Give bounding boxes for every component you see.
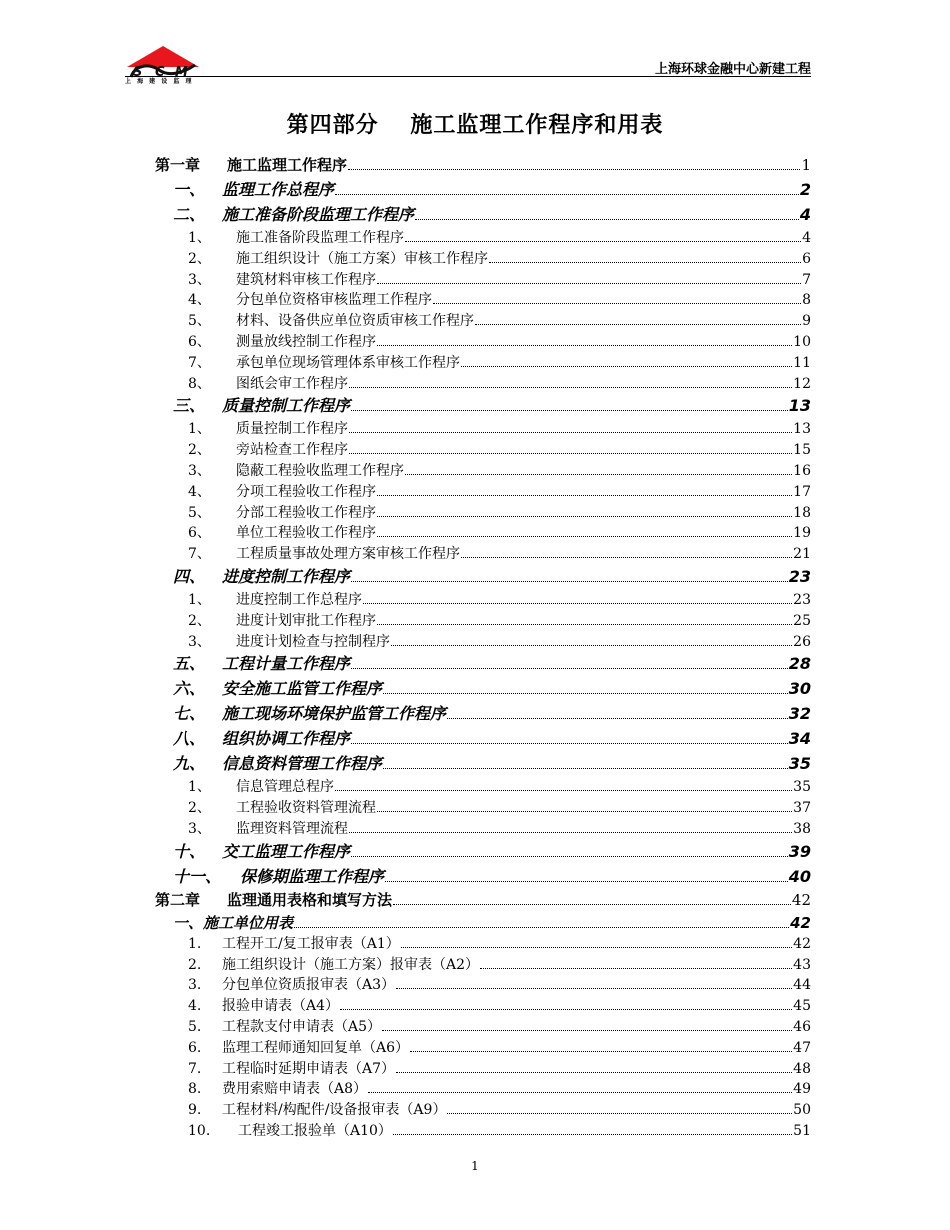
page-number: 1 xyxy=(471,1159,479,1173)
toc-leader-dots xyxy=(377,617,792,625)
toc-entry-page: 1 xyxy=(801,156,811,174)
toc-entry-number: 8、 xyxy=(188,375,211,392)
toc-entry-number: 4、 xyxy=(188,483,211,500)
toc-entry[interactable] xyxy=(155,933,811,954)
toc-entry-title: 质量控制工作程序 xyxy=(222,396,351,416)
toc-entry-title: 质量控制工作程序 xyxy=(236,421,348,438)
toc-entry-page: 40 xyxy=(788,866,811,886)
toc-entry[interactable] xyxy=(155,202,811,227)
toc-entry[interactable] xyxy=(155,589,811,610)
toc-entry-page: 7 xyxy=(802,271,811,288)
toc-entry-number: 9. xyxy=(188,1102,202,1119)
toc-entry-page: 4 xyxy=(802,230,811,246)
toc-entry-title: 安全施工监管工作程序 xyxy=(222,679,383,699)
toc-entry[interactable] xyxy=(155,889,811,912)
toc-leader-dots xyxy=(294,919,789,928)
toc-entry-title: 旁站检查工作程序 xyxy=(236,442,348,459)
toc-entry[interactable] xyxy=(155,818,811,839)
toc-entry-page: 42 xyxy=(791,890,811,909)
toc-entry-page: 13 xyxy=(793,421,811,438)
toc-entry-title: 施工准备阶段监理工作程序 xyxy=(222,205,415,224)
toc-entry[interactable] xyxy=(155,1099,811,1120)
toc-entry-page: 46 xyxy=(793,1018,811,1035)
toc-leader-dots xyxy=(377,338,792,346)
svg-text:M: M xyxy=(175,65,188,79)
toc-entry-page: 35 xyxy=(793,779,811,796)
toc-entry-number: 五、 xyxy=(173,654,206,674)
toc-entry-title: 工程开工/复工报审表（A1） xyxy=(222,935,400,952)
toc-entry-number: 7、 xyxy=(188,354,211,371)
toc-entry-number: 4. xyxy=(188,998,202,1015)
toc-entry-page: 11 xyxy=(793,354,811,371)
toc-entry-title: 施工准备阶段监理工作程序 xyxy=(236,230,404,246)
toc-leader-dots xyxy=(349,825,792,833)
toc-entry-title: 测量放线控制工作程序 xyxy=(236,333,376,350)
toc-entry-number: 一、 xyxy=(173,180,206,199)
toc-entry[interactable] xyxy=(155,393,811,418)
toc-entry-title: 监理通用表格和填写方法 xyxy=(227,890,393,909)
toc-entry-number: 1. xyxy=(188,935,202,952)
toc-entry-title: 工程验收资料管理流程 xyxy=(236,800,376,817)
toc-leader-dots xyxy=(401,940,792,948)
toc-leader-dots xyxy=(475,317,801,325)
toc-entry[interactable] xyxy=(155,1078,811,1099)
toc-entry-page: 18 xyxy=(793,504,811,521)
toc-entry-number: 1、 xyxy=(188,779,211,796)
toc-entry-title: 工程款支付申请表（A5） xyxy=(222,1018,382,1035)
toc-entry-page: 34 xyxy=(788,729,811,749)
toc-entry-page: 9 xyxy=(802,313,811,330)
toc-leader-dots xyxy=(349,446,792,454)
toc-entry-number: 6、 xyxy=(188,333,211,350)
toc-entry-number: 第二章 xyxy=(155,890,201,909)
toc-entry[interactable] xyxy=(155,352,811,373)
toc-entry-page: 19 xyxy=(793,525,811,542)
toc-entry-title: 工程临时延期申请表（A7） xyxy=(222,1060,396,1077)
toc-entry-page: 8 xyxy=(802,292,811,309)
toc-leader-dots xyxy=(351,848,788,857)
toc-entry-number: 2、 xyxy=(188,612,211,629)
toc-entry[interactable] xyxy=(155,776,811,797)
toc-leader-dots xyxy=(351,573,788,582)
toc-leader-dots xyxy=(447,710,788,719)
toc-entry-page: 6 xyxy=(802,250,811,267)
toc-entry-title: 施工现场环境保护监管工作程序 xyxy=(222,704,447,724)
toc-entry-number: 5. xyxy=(188,1018,202,1035)
toc-entry[interactable] xyxy=(155,439,811,460)
toc-entry-title: 进度计划检查与控制程序 xyxy=(236,633,390,650)
toc-entry-number: 1、 xyxy=(188,230,211,246)
toc-leader-dots xyxy=(335,783,792,791)
toc-entry-title: 工程材料/构配件/设备报审表（A9） xyxy=(222,1102,447,1119)
toc-entry-number: 3. xyxy=(188,977,202,994)
toc-leader-dots xyxy=(377,488,792,496)
toc-entry-page: 23 xyxy=(788,566,811,586)
toc-leader-dots xyxy=(396,1065,792,1073)
toc-entry-number: 三、 xyxy=(173,396,206,416)
toc-entry[interactable] xyxy=(155,610,811,631)
toc-entry[interactable] xyxy=(155,726,811,751)
toc-entry[interactable] xyxy=(155,797,811,818)
toc-entry-page: 12 xyxy=(793,375,811,392)
toc-entry[interactable] xyxy=(155,974,811,995)
toc-entry-number: 二、 xyxy=(173,205,206,224)
toc-leader-dots xyxy=(348,162,800,171)
toc-entry-title: 进度控制工作程序 xyxy=(222,566,351,586)
toc-leader-dots xyxy=(340,1002,792,1010)
toc-entry-title: 分项工程验收工作程序 xyxy=(236,483,376,500)
toc-entry-number: 一、 xyxy=(173,913,204,932)
toc-leader-dots xyxy=(351,660,788,669)
toc-entry-number: 1、 xyxy=(188,421,211,438)
toc-entry-number: 6、 xyxy=(188,525,211,542)
toc-entry-page: 42 xyxy=(790,913,811,932)
toc-leader-dots xyxy=(433,296,801,304)
toc-leader-dots xyxy=(363,596,792,604)
toc-leader-dots xyxy=(377,509,792,517)
toc-entry[interactable] xyxy=(155,564,811,589)
toc-entry-number: 八、 xyxy=(173,729,206,749)
toc-entry-title: 进度控制工作总程序 xyxy=(236,591,362,608)
table-of-contents xyxy=(155,154,811,1141)
toc-entry-page: 21 xyxy=(793,546,811,563)
toc-entry-title: 材料、设备供应单位资质审核工作程序 xyxy=(236,313,474,330)
toc-leader-dots xyxy=(382,1023,792,1031)
toc-leader-dots xyxy=(377,276,801,284)
toc-entry-title: 监理工作总程序 xyxy=(222,180,335,199)
page-header xyxy=(125,40,811,88)
toc-leader-dots xyxy=(461,359,792,367)
toc-entry-number: 4、 xyxy=(188,292,211,309)
toc-entry[interactable] xyxy=(155,651,811,676)
toc-entry-page: 23 xyxy=(793,591,811,608)
toc-entry-title: 信息管理总程序 xyxy=(236,779,334,796)
toc-entry-title: 组织协调工作程序 xyxy=(222,729,351,749)
toc-entry-page: 28 xyxy=(788,654,811,674)
toc-entry-page: 16 xyxy=(793,462,811,479)
toc-entry-number: 十、 xyxy=(173,841,206,861)
toc-entry-page: 45 xyxy=(793,998,811,1015)
toc-entry-page: 51 xyxy=(793,1122,811,1139)
toc-leader-dots xyxy=(396,981,792,989)
toc-leader-dots xyxy=(349,425,792,433)
svg-text:C: C xyxy=(155,65,165,79)
toc-entry-page: 30 xyxy=(788,679,811,699)
project-title: 上海环球金融中心新建工程 xyxy=(654,62,811,77)
toc-entry-title: 图纸会审工作程序 xyxy=(236,375,348,392)
toc-entry[interactable] xyxy=(155,1058,811,1079)
toc-entry-title: 监理工程师通知回复单（A6） xyxy=(222,1039,410,1056)
toc-entry-title: 报验申请表（A4） xyxy=(222,998,340,1015)
toc-entry[interactable] xyxy=(155,418,811,439)
toc-entry[interactable] xyxy=(155,751,811,776)
toc-leader-dots xyxy=(405,234,801,242)
toc-entry-page: 50 xyxy=(793,1102,811,1119)
toc-leader-dots xyxy=(349,380,792,388)
toc-entry[interactable] xyxy=(155,331,811,352)
toc-entry-number: 6. xyxy=(188,1039,202,1056)
toc-leader-dots xyxy=(368,1085,792,1093)
toc-entry-title: 工程计量工作程序 xyxy=(222,654,351,674)
toc-entry-title: 施工组织设计（施工方案）审核工作程序 xyxy=(236,250,488,267)
toc-leader-dots xyxy=(351,402,788,411)
toc-entry-page: 47 xyxy=(793,1039,811,1056)
toc-entry-page: 44 xyxy=(793,977,811,994)
toc-entry-number: 5、 xyxy=(188,313,211,330)
toc-entry-page: 42 xyxy=(793,935,811,952)
toc-entry-number: 十一、 xyxy=(173,866,222,886)
toc-entry[interactable] xyxy=(155,676,811,701)
toc-entry-title: 承包单位现场管理体系审核工作程序 xyxy=(236,354,460,371)
toc-entry[interactable] xyxy=(155,864,811,889)
toc-entry-number: 六、 xyxy=(173,679,206,699)
toc-entry-title: 信息资料管理工作程序 xyxy=(222,754,383,774)
toc-entry-number: 3、 xyxy=(188,462,211,479)
toc-entry-number: 3、 xyxy=(188,633,211,650)
toc-entry-number: 九、 xyxy=(173,754,206,774)
toc-leader-dots xyxy=(480,961,792,969)
toc-entry-number: 3、 xyxy=(188,271,211,288)
svg-text:S: S xyxy=(133,65,143,79)
toc-entry-page: 4 xyxy=(799,205,811,224)
toc-leader-dots xyxy=(461,550,792,558)
toc-leader-dots xyxy=(415,211,799,220)
toc-entry-title: 交工监理工作程序 xyxy=(222,841,351,861)
toc-entry-page: 10 xyxy=(793,333,811,350)
toc-entry-page: 13 xyxy=(788,396,811,416)
toc-entry[interactable] xyxy=(155,522,811,543)
toc-entry-page: 25 xyxy=(793,612,811,629)
toc-entry-title: 进度计划审批工作程序 xyxy=(236,612,376,629)
toc-entry[interactable] xyxy=(155,310,811,331)
toc-entry[interactable] xyxy=(155,373,811,394)
toc-entry-number: 2、 xyxy=(188,442,211,459)
toc-entry-page: 15 xyxy=(793,442,811,459)
toc-entry-number: 七、 xyxy=(173,704,206,724)
toc-entry[interactable] xyxy=(155,1120,811,1141)
toc-entry[interactable] xyxy=(155,269,811,290)
toc-entry[interactable] xyxy=(155,248,811,269)
toc-entry-title: 监理资料管理流程 xyxy=(236,820,348,837)
toc-entry[interactable] xyxy=(155,954,811,975)
toc-entry-title: 隐蔽工程验收监理工作程序 xyxy=(236,462,404,479)
toc-entry-page: 2 xyxy=(799,180,811,199)
toc-entry-number: 2、 xyxy=(188,800,211,817)
toc-entry[interactable] xyxy=(155,1037,811,1058)
toc-entry[interactable] xyxy=(155,839,811,864)
toc-leader-dots xyxy=(489,255,801,263)
toc-entry[interactable] xyxy=(155,543,811,564)
toc-entry-page: 43 xyxy=(793,956,811,973)
toc-entry-title: 施工单位用表 xyxy=(203,913,294,932)
toc-entry-number: 8. xyxy=(188,1081,202,1098)
toc-entry[interactable] xyxy=(155,154,811,177)
toc-leader-dots xyxy=(393,1127,792,1135)
toc-entry-number: 7、 xyxy=(188,546,211,563)
toc-entry-page: 37 xyxy=(793,800,811,817)
toc-entry[interactable] xyxy=(155,481,811,502)
toc-leader-dots xyxy=(393,896,791,905)
toc-leader-dots xyxy=(351,735,788,744)
toc-leader-dots xyxy=(383,685,788,694)
toc-leader-dots xyxy=(385,873,788,882)
toc-entry[interactable] xyxy=(155,995,811,1016)
toc-entry-title: 单位工程验收工作程序 xyxy=(236,525,376,542)
toc-entry[interactable] xyxy=(155,1016,811,1037)
toc-leader-dots xyxy=(377,529,792,537)
toc-entry-title: 施工监理工作程序 xyxy=(227,156,348,174)
toc-entry-title: 分包单位资质报审表（A3） xyxy=(222,977,396,994)
toc-entry-page: 48 xyxy=(793,1060,811,1077)
toc-entry[interactable] xyxy=(155,502,811,523)
toc-entry[interactable] xyxy=(155,912,811,933)
toc-entry-number: 7. xyxy=(188,1060,202,1077)
toc-entry[interactable] xyxy=(155,177,811,202)
toc-entry-title: 建筑材料审核工作程序 xyxy=(236,271,376,288)
toc-entry-number: 1、 xyxy=(188,591,211,608)
toc-entry-title: 分部工程验收工作程序 xyxy=(236,504,376,521)
logo-text: 上 海 建 设 监 理 xyxy=(125,78,194,85)
toc-entry-page: 17 xyxy=(793,483,811,500)
toc-entry-title: 工程竣工报验单（A10） xyxy=(238,1122,392,1139)
header-divider xyxy=(125,76,811,77)
toc-entry[interactable] xyxy=(155,701,811,726)
toc-entry-title: 保修期监理工作程序 xyxy=(240,866,385,886)
toc-entry-page: 32 xyxy=(788,704,811,724)
toc-entry-number: 2. xyxy=(188,956,202,973)
toc-entry-number: 2、 xyxy=(188,250,211,267)
toc-entry-page: 38 xyxy=(793,820,811,837)
toc-leader-dots xyxy=(335,186,799,195)
toc-leader-dots xyxy=(383,760,788,769)
toc-entry[interactable] xyxy=(155,460,811,481)
toc-entry-title: 费用索赔申请表（A8） xyxy=(222,1081,368,1098)
toc-entry[interactable] xyxy=(155,227,811,248)
toc-leader-dots xyxy=(405,467,792,475)
toc-entry-page: 49 xyxy=(793,1081,811,1098)
toc-entry-number: 3、 xyxy=(188,820,211,837)
toc-entry-number: 5、 xyxy=(188,504,211,521)
toc-entry-title: 工程质量事故处理方案审核工作程序 xyxy=(236,546,460,563)
toc-entry-title: 施工组织设计（施工方案）报审表（A2） xyxy=(222,956,480,973)
toc-entry-page: 26 xyxy=(793,633,811,650)
toc-entry-number: 10. xyxy=(188,1122,211,1139)
toc-entry[interactable] xyxy=(155,289,811,310)
toc-entry-page: 35 xyxy=(788,754,811,774)
toc-leader-dots xyxy=(391,638,792,646)
toc-entry-number: 四、 xyxy=(173,566,206,586)
toc-entry-number: 第一章 xyxy=(155,156,201,174)
toc-entry[interactable] xyxy=(155,631,811,652)
toc-entry-title: 分包单位资格审核监理工作程序 xyxy=(236,292,432,309)
toc-leader-dots xyxy=(410,1044,792,1052)
toc-leader-dots xyxy=(447,1106,792,1114)
document-title: 第四部分 施工监理工作程序和用表 xyxy=(286,112,664,138)
toc-entry-page: 39 xyxy=(788,841,811,861)
logo-mark-icon xyxy=(125,43,199,79)
toc-leader-dots xyxy=(377,804,792,812)
